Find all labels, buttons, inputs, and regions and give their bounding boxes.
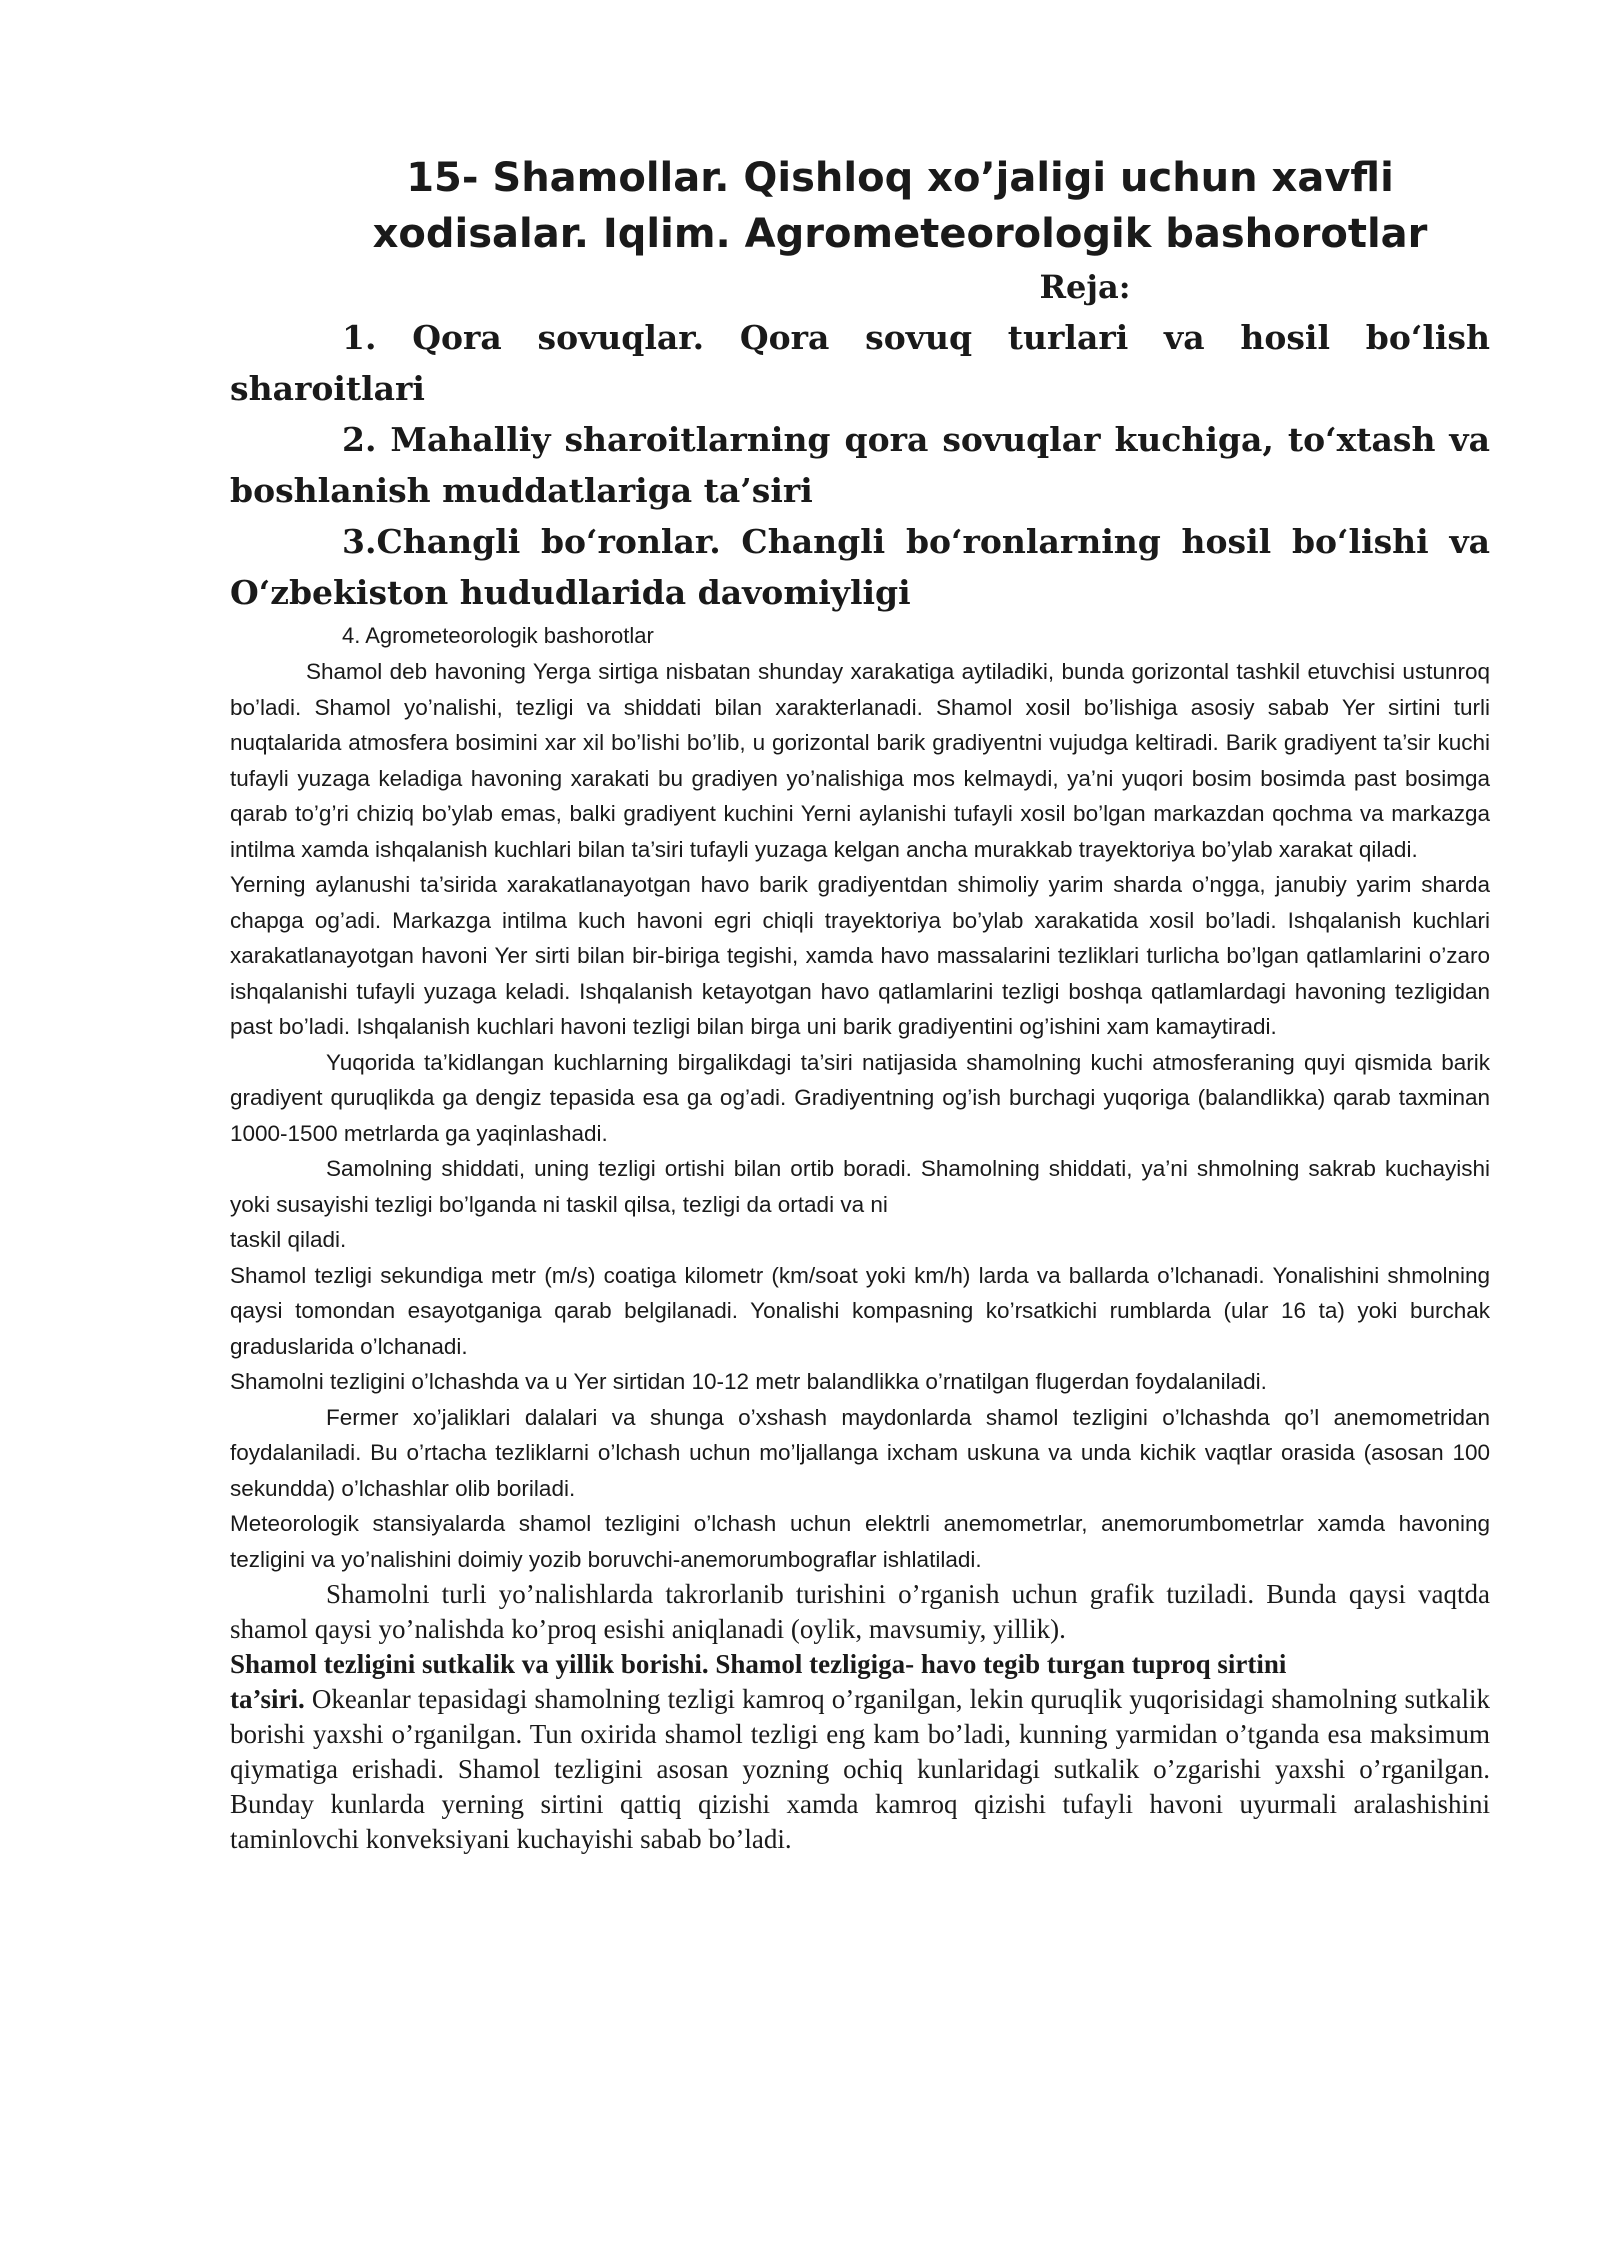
document-page <box>230 150 1490 1857</box>
paragraph-gustiness-continuation: taskil qiladi. <box>230 1227 347 1252</box>
paragraph-daily-wind-text: Okeanlar tepasidagi shamolning tezligi kamroq o’rganilgan, lekin quruqlik yuqorisidagi shamolning sutkalik borishi yaxshi o’rganilgan. Tun oxirida shamol tezligi eng kam bo’ladi, kunning yarmidan o’tganda esa maksimum qiymatiga erishadi. Shamol tezligini asosan yozning ochiq kunlaridagi sutkalik o’zgarishi yaxshi o’rganilgan. Bunday kunlarda yerning sirtini qattiq qizishi xamda kamroq qizishi tufayli havoni uyurmali aralashishini taminlovchi konveksiyani kuchayishi sabab bo’ladi. <box>230 1684 1490 1854</box>
paragraph-station-instruments: Meteorologik stansiyalarda shamol tezligini o’lchash uchun elektrli anemometrlar, anemorumbometrlar xamda havoning tezligini va yo’nalishini doimiy yozib boruvchi-anemorumbograflar ishlatiladi. <box>230 1511 1490 1572</box>
paragraph-hand-anemometer: Fermer xo’jaliklari dalalari va shunga o’xshash maydonlarda shamol tezligini o’lchashda qo’l anemometridan foydalaniladi. Bu o’rtacha tezliklarni o’lchash uchun mo’ljallanga ixcham uskuna va unda kichik vaqtlar orasida (asosan 100 sekundda) o’lchashlar olib boriladi. <box>230 1404 1490 1501</box>
document-title-line-1: 15- Shamollar. Qishloq xo’jaligi uchun xavfli <box>406 155 1394 201</box>
plan-item-3: 3.Changli bo‘ronlar. Changli bo‘ronlarning hosil bo‘lishi va O‘zbekiston hududlarida davomiyligi <box>230 522 1490 612</box>
paragraph-gradient-deviation: Yuqorida ta’kidlangan kuchlarning birgalikdagi ta’siri natijasida shamolning kuchi atmosferaning quyi qismida barik gradiyent quruqlikda ga dengiz tepasida esa ga og’adi. Gradiyentning og’ish burchagi yuqoriga (balandlikka) qarab taxminan 1000-1500 metrlarda ga yaqinlashadi. <box>230 1049 1490 1146</box>
plan-item-2: 2. Mahalliy sharoitlarning qora sovuqlar kuchiga, to‘xtash va boshlanish muddatlariga ta’siri <box>230 420 1490 510</box>
paragraph-daily-wind <box>230 1682 1490 1857</box>
paragraph-earth-rotation: Yerning aylanushi ta’sirida xarakatlanayotgan havo barik gradiyentdan shimoliy yarim sharda o’ngga, janubiy yarim sharda chapga og’adi. Markazga intilma kuch havoni egri chiqli trayektoriya bo’ylab xarakatida xosil bo’ladi. Ishqalanish kuchlari xarakatlanayotgan havoni Yer sirti bilan bir-biriga tegishi, xamda havo massalarini tezliklari turlicha bo’lgan qatlamlarini o’zaro ishqalanishi tufayli yuzaga keladi. Ishqalanish ketayotgan havo qatlamlarini tezligi boshqa qatlamlardagi havoning tezligidan past bo’ladi. Ishqalanish kuchlari havoni tezligi bilan birga uni barik gradiyentini og’ishini xam kamaytiradi. <box>230 872 1490 1039</box>
section-heading-daily-wind: Shamol tezligini sutkalik va yillik borishi. Shamol tezligiga- havo tegib turgan tuproq sirtini <box>230 1649 1287 1679</box>
plan-item-1: 1. Qora sovuqlar. Qora sovuq turlari va hosil bo‘lish sharoitlari <box>230 318 1490 408</box>
paragraph-wind-rose: Shamolni turli yo’nalishlarda takrorlanib turishini o’rganish uchun grafik tuziladi. Bunda qaysi vaqtda shamol qaysi yo’nalishda ko’proq esishi aniqlanadi (oylik, mavsumiy, yillik). <box>230 1579 1490 1644</box>
plan-heading: Reja: <box>1039 268 1131 306</box>
paragraph-wind-speed-units: Shamol tezligi sekundiga metr (m/s) coatiga kilometr (km/soat yoki km/h) larda va ballarda o’lchanadi. Yonalishini shmolning qaysi tomondan esayotganiga qarab belgilanadi. Yonalishi kompasning ko’rsatkichi rumblarda (ular 16 ta) yoki burchak graduslarida o’lchanadi. <box>230 1262 1490 1359</box>
section-heading-lead: ta’siri. <box>230 1684 305 1714</box>
paragraph-wind-gustiness: Samolning shiddati, uning tezligi ortishi bilan ortib boradi. Shamolning shiddati, ya’ni shmolning sakrab kuchayishi yoki susayishi tezligi bo’lganda ni taskil qilsa, tezligi da ortadi va ni <box>230 1156 1490 1217</box>
paragraph-wind-vane: Shamolni tezligini o’lchashda va u Yer sirtidan 10-12 metr balandlikka o’rnatilgan flugerdan foydalaniladi. <box>230 1369 1267 1394</box>
plan-item-4: 4. Agrometeorologik bashorotlar <box>342 623 654 648</box>
document-title-line-2: xodisalar. Iqlim. Agrometeorologik bashorotlar <box>372 211 1428 257</box>
paragraph-wind-definition: Shamol deb havoning Yerga sirtiga nisbatan shunday xarakatiga aytiladiki, bunda gorizontal tashkil etuvchisi ustunroq bo’ladi. Shamol yo’nalishi, tezligi va shiddati bilan xarakterlanadi. Shamol xosil bo’lishiga asosiy sabab Yer sirtini turli nuqtalarida atmosfera bosimini xar xil bo’lishi bo’lib, u gorizontal barik gradiyentni vujudga keltiradi. Barik gradiyent ta’sir kuchi tufayli yuzaga keladiga havoning xarakati bu gradiyen yo’nalishiga mos kelmaydi, ya’ni yuqori bosim bosimda past bosimga qarab to’g’ri chiziq bo’ylab emas, balki gradiyent kuchini Yerni aylanishi tufayli xosil bo’lgan markazdan qochma va markazga intilma xamda ishqalanish kuchlari bilan ta’siri tufayli yuzaga kelgan ancha murakkab trayektoriya bo’ylab xarakat qiladi. <box>230 659 1490 862</box>
